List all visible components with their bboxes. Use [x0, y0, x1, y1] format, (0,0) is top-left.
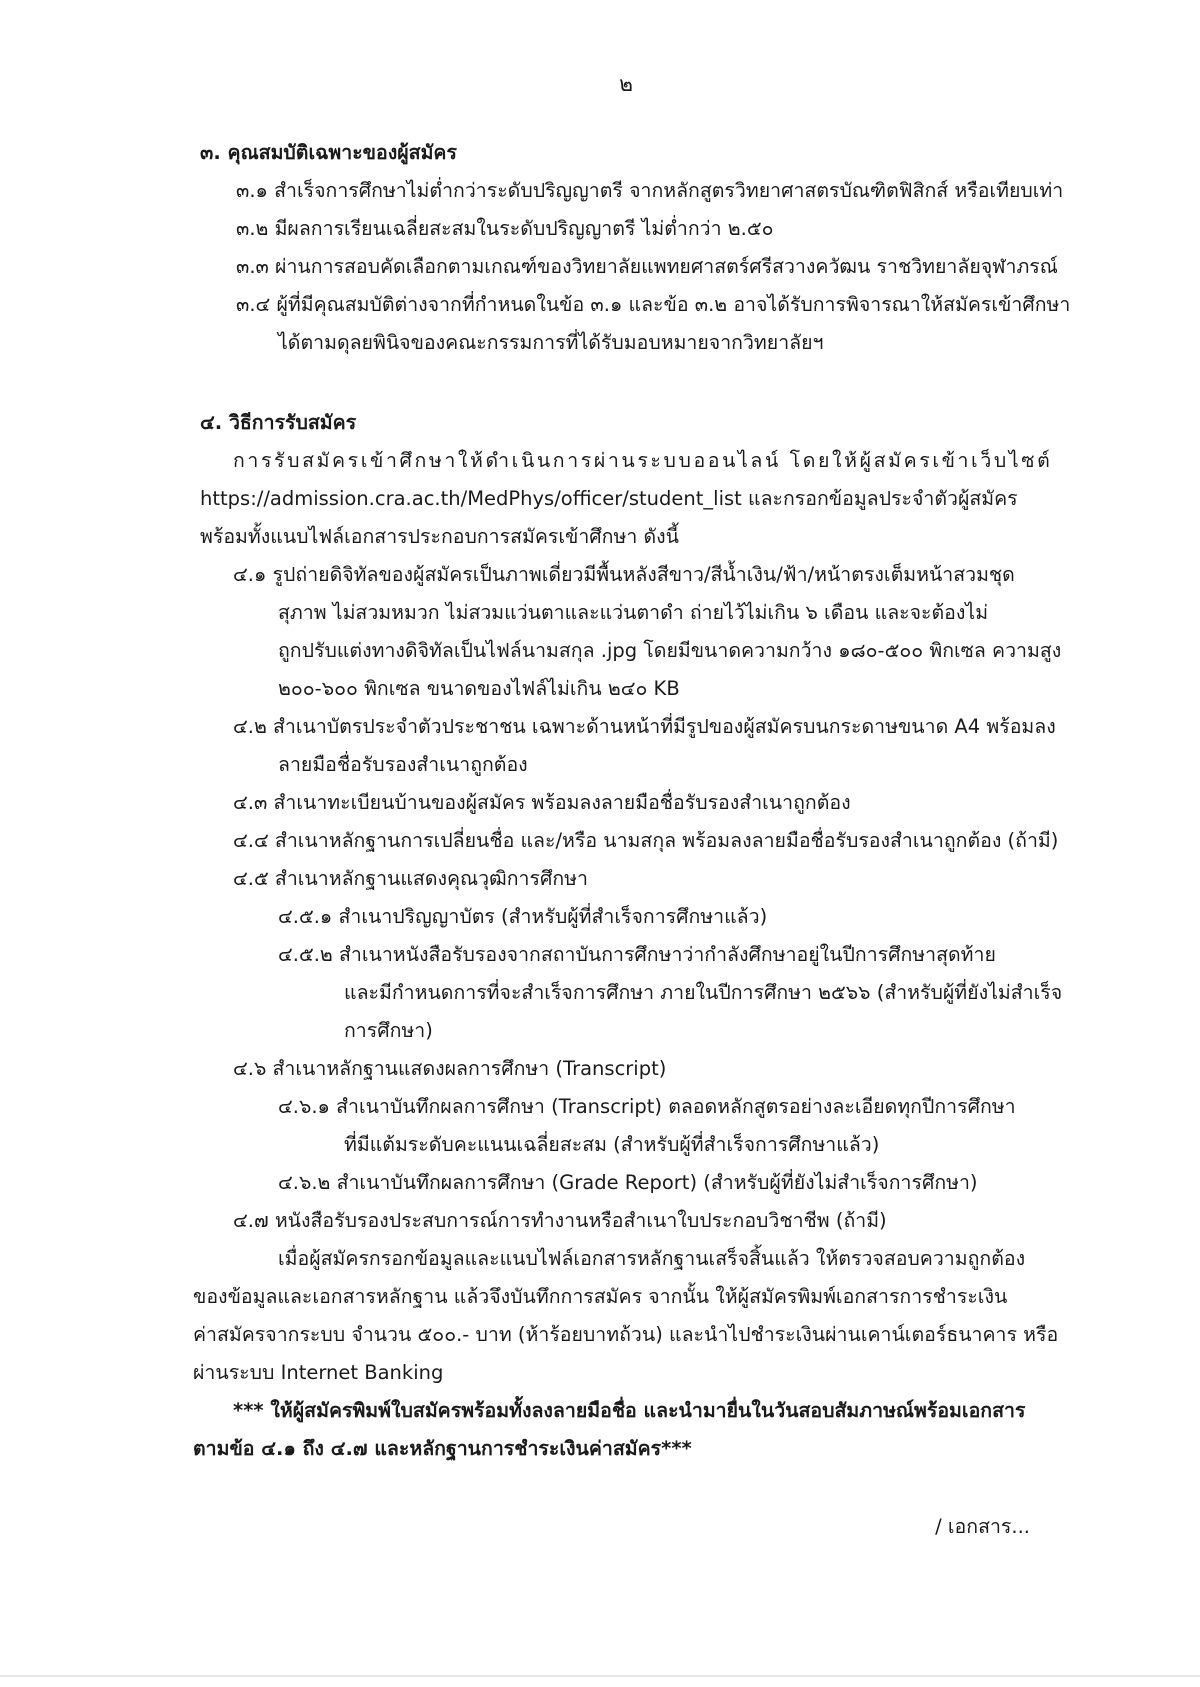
document-subitem: ๔.๕.๒ สำเนาหนังสือรับรองจากสถาบันการศึกษาว่ากำลังศึกษาอยู่ในปีการศึกษาสุดท้าย — [278, 943, 996, 966]
document-subitem-continued: ที่มีแต้มระดับคะแนนเฉลี่ยสะสม (สำหรับผู้ที่สำเร็จการศึกษาแล้ว) — [344, 1133, 880, 1156]
continued-on-next-page: / เอกสาร... — [935, 1515, 1030, 1538]
section-3-item: ๓.๓ ผ่านการสอบคัดเลือกตามเกณฑ์ของวิทยาลัยแพทยศาสตร์ศรีสวางควัฒน ราชวิทยาลัยจุฬาภรณ์ — [236, 255, 1058, 278]
document-item-continued: สุภาพ ไม่สวมหมวก ไม่สวมแว่นตาและแว่นตาดำ ถ่ายไว้ไม่เกิน ๖ เดือน และจะต้องไม่ — [278, 601, 989, 624]
document-subitem: ๔.๖.๒ สำเนาบันทึกผลการศึกษา (Grade Report) (สำหรับผู้ที่ยังไม่สำเร็จการศึกษา) — [278, 1171, 978, 1194]
document-item: ๔.๑ รูปถ่ายดิจิทัลของผู้สมัครเป็นภาพเดี่ยวมีพื้นหลังสีขาว/สีน้ำเงิน/ฟ้า/หน้าตรงเต็มหน้าสวมชุด — [233, 563, 1015, 586]
section-4-heading: ๔. วิธีการรับสมัคร — [200, 411, 357, 434]
document-item-continued: ๒๐๐-๖๐๐ พิกเซล ขนาดของไฟล์ไม่เกิน ๒๔๐ KB — [278, 677, 680, 700]
section-4-intro: https://admission.cra.ac.th/MedPhys/officer/student_list และกรอกข้อมูลประจำตัวผู้สมัคร — [200, 487, 1018, 510]
instruction-paragraph: เมื่อผู้สมัครกรอกข้อมูลและแนบไฟล์เอกสารหลักฐานเสร็จสิ้นแล้ว ให้ตรวจสอบความถูกต้อง — [278, 1247, 1026, 1270]
section-3-heading: ๓. คุณสมบัติเฉพาะของผู้สมัคร — [200, 141, 457, 164]
important-note: ตามข้อ ๔.๑ ถึง ๔.๗ และหลักฐานการชำระเงินค่าสมัคร*** — [193, 1437, 692, 1460]
section-3-item: ๓.๑ สำเร็จการศึกษาไม่ต่ำกว่าระดับปริญญาตรี จากหลักสูตรวิทยาศาสตรบัณฑิตฟิสิกส์ หรือเทียบเท่า — [236, 179, 1064, 202]
instruction-paragraph: ผ่านระบบ Internet Banking — [193, 1361, 444, 1384]
document-item: ๔.๖ สำเนาหลักฐานแสดงผลการศึกษา (Transcript) — [233, 1057, 667, 1080]
section-3-item: ๓.๔ ผู้ที่มีคุณสมบัติต่างจากที่กำหนดในข้อ ๓.๑ และข้อ ๓.๒ อาจได้รับการพิจารณาให้สมัครเข้าศึกษา — [236, 293, 1071, 316]
document-item-continued: ถูกปรับแต่งทางดิจิทัลเป็นไฟล์นามสกุล .jpg โดยมีขนาดความกว้าง ๑๘๐-๕๐๐ พิกเซล ความสูง — [278, 639, 1062, 662]
document-item: ๔.๔ สำเนาหลักฐานการเปลี่ยนชื่อ และ/หรือ นามสกุล พร้อมลงลายมือชื่อรับรองสำเนาถูกต้อง (ถ้ามี) — [233, 829, 1059, 852]
document-subitem-continued: และมีกำหนดการที่จะสำเร็จการศึกษา ภายในปีการศึกษา ๒๕๖๖ (สำหรับผู้ที่ยังไม่สำเร็จ — [344, 981, 1063, 1004]
document-subitem: ๔.๕.๑ สำเนาปริญญาบัตร (สำหรับผู้ที่สำเร็จการศึกษาแล้ว) — [278, 905, 768, 928]
document-item: ๔.๗ หนังสือรับรองประสบการณ์การทำงานหรือสำเนาใบประกอบวิชาชีพ (ถ้ามี) — [233, 1209, 887, 1232]
instruction-paragraph: ค่าสมัครจากระบบ จำนวน ๕๐๐.- บาท (ห้าร้อยบาทถ้วน) และนำไปชำระเงินผ่านเคาน์เตอร์ธนาคาร หรือ — [193, 1323, 1059, 1346]
document-item: ๔.๕ สำเนาหลักฐานแสดงคุณวุฒิการศึกษา — [233, 867, 588, 890]
page-number: ๒ — [619, 72, 633, 96]
section-3-item: ๓.๒ มีผลการเรียนเฉลี่ยสะสมในระดับปริญญาตรี ไม่ต่ำกว่า ๒.๕๐ — [236, 217, 774, 240]
document-item: ๔.๓ สำเนาทะเบียนบ้านของผู้สมัคร พร้อมลงลายมือชื่อรับรองสำเนาถูกต้อง — [233, 791, 851, 814]
section-4-intro: พร้อมทั้งแนบไฟล์เอกสารประกอบการสมัครเข้าศึกษา ดังนี้ — [200, 525, 679, 548]
section-4-intro: การรับสมัครเข้าศึกษาให้ดำเนินการผ่านระบบออนไลน์ โดยให้ผู้สมัครเข้าเว็บไซต์ — [233, 449, 1053, 472]
instruction-paragraph: ของข้อมูลและเอกสารหลักฐาน แล้วจึงบันทึกการสมัคร จากนั้น ให้ผู้สมัครพิมพ์เอกสารการชำระเงิน — [193, 1285, 1008, 1308]
important-note: *** ให้ผู้สมัครพิมพ์ใบสมัครพร้อมทั้งลงลายมือชื่อ และนำมายื่นในวันสอบสัมภาษณ์พร้อมเอกสาร — [233, 1399, 1026, 1422]
document-item-continued: ลายมือชื่อรับรองสำเนาถูกต้อง — [278, 753, 528, 776]
document-item: ๔.๒ สำเนาบัตรประจำตัวประชาชน เฉพาะด้านหน้าที่มีรูปของผู้สมัครบนกระดาษขนาด A4 พร้อมลง — [233, 715, 1056, 738]
document-subitem-continued: การศึกษา) — [344, 1019, 433, 1042]
scan-edge — [0, 1675, 1200, 1677]
section-3-item-continued: ได้ตามดุลยพินิจของคณะกรรมการที่ได้รับมอบหมายจากวิทยาลัยฯ — [278, 331, 824, 354]
document-subitem: ๔.๖.๑ สำเนาบันทึกผลการศึกษา (Transcript) ตลอดหลักสูตรอย่างละเอียดทุกปีการศึกษา — [278, 1095, 1016, 1118]
